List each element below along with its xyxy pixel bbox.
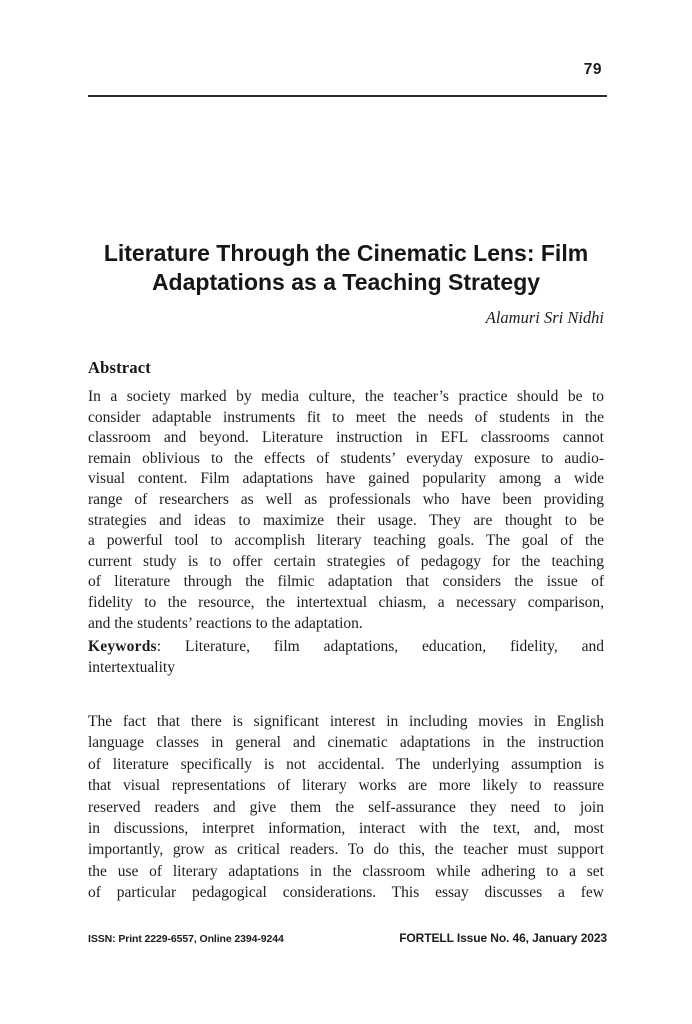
- keywords-paragraph: [88, 636, 604, 678]
- abstract-paragraph: [88, 387, 604, 634]
- page-footer: [88, 931, 607, 945]
- footer-issn: ISSN: Print 2229-6557, Online 2394-9244: [88, 933, 284, 945]
- page-number: 79: [583, 61, 602, 78]
- text-line: remain oblivious to the effects of students’ everyday exposure to audio-: [88, 449, 604, 467]
- text-line: the use of literary adaptations in the classroom while adhering to a set: [88, 862, 604, 880]
- footer-issue: FORTELL Issue No. 46, January 2023: [399, 931, 607, 945]
- keywords-line-1: [88, 636, 604, 657]
- text-line: Adaptations as a Teaching Strategy: [151, 269, 541, 295]
- text-line: The fact that there is significant interest in including movies in English: [88, 713, 604, 730]
- body-paragraph: [88, 711, 604, 904]
- text-line: In a society marked by media culture, the teacher’s practice should be to: [88, 388, 604, 405]
- article-author: Alamuri Sri Nidhi: [485, 308, 604, 327]
- text-line: importantly, grow as critical readers. To do this, the teacher must support: [88, 841, 604, 859]
- text-line: of particular pedagogical considerations. This essay discusses a few: [88, 884, 604, 902]
- text-line: range of researchers as well as professionals who have been providing: [88, 490, 604, 508]
- article-title: [88, 239, 604, 297]
- text-line: that visual representations of literary works are more likely to reassure: [88, 777, 604, 795]
- text-line: of literature specifically is not accidental. The underlying assumption is: [88, 755, 604, 773]
- text-line: of literature through the filmic adaptation that considers the issue of: [88, 573, 604, 591]
- text-line: current study is to offer certain strategies of pedagogy for the teaching: [88, 552, 604, 570]
- text-line: classroom and beyond. Literature instruction in EFL classrooms cannot: [88, 429, 604, 447]
- keywords-list: : Literature, film adaptations, education, fidelity, and: [156, 638, 604, 655]
- text-line: Literature Through the Cinematic Lens: Film: [103, 240, 589, 266]
- text-line: reserved readers and give them the self-assurance they need to join: [88, 798, 604, 816]
- text-line: visual content. Film adaptations have gained popularity among a wide: [88, 470, 604, 488]
- text-line: strategies and ideas to maximize their usage. They are thought to be: [88, 511, 604, 529]
- keywords-label: Keywords: [88, 638, 157, 655]
- keywords-line-2: intertextuality: [88, 659, 175, 676]
- text-line: fidelity to the resource, the intertextual chiasm, a necessary comparison,: [88, 593, 604, 611]
- text-line: and the students’ reactions to the adaptation.: [88, 614, 363, 632]
- abstract-heading: Abstract: [88, 358, 151, 377]
- text-line: a powerful tool to accomplish literary teaching goals. The goal of the: [88, 532, 604, 550]
- text-line: in discussions, interpret information, interact with the text, and, most: [88, 819, 604, 837]
- text-line: language classes in general and cinematic adaptations in the instruction: [88, 734, 604, 752]
- text-line: consider adaptable instruments fit to meet the needs of students in the: [88, 408, 604, 426]
- header-rule: [88, 95, 607, 97]
